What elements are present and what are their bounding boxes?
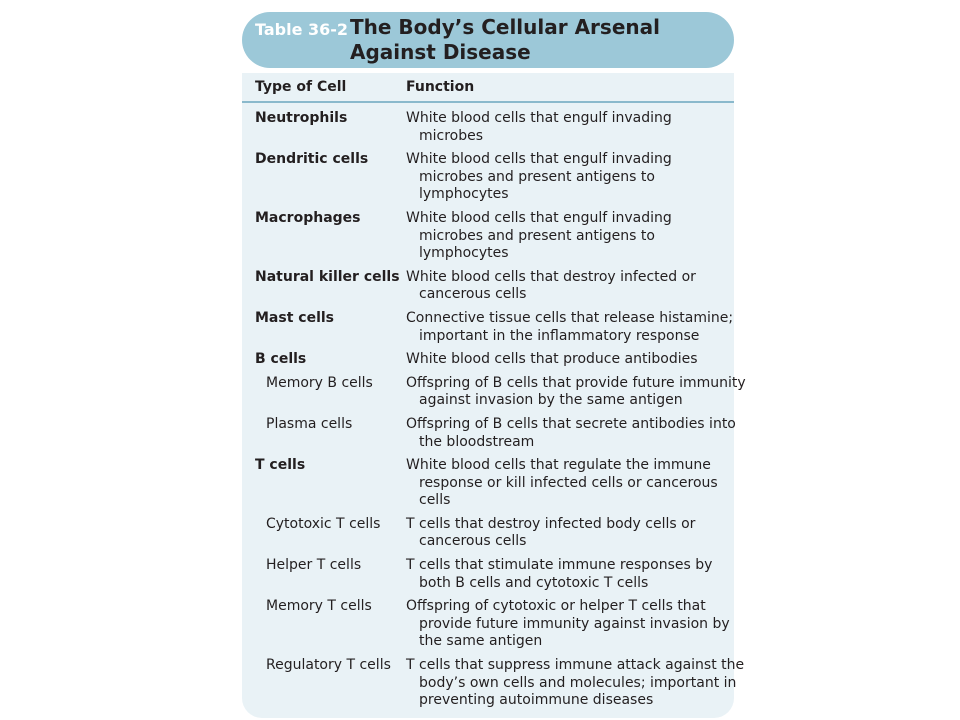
cell-function-line: T cells that stimulate immune responses by bbox=[406, 557, 713, 574]
cell-function-line: White blood cells that engulf invading bbox=[406, 151, 672, 168]
cell-function bbox=[406, 374, 746, 410]
column-header-function: Function bbox=[406, 79, 475, 95]
cell-function-line: preventing autoimmune diseases bbox=[419, 692, 654, 709]
table-row bbox=[242, 457, 734, 510]
cell-function bbox=[406, 415, 736, 451]
cell-function-line: White blood cells that produce antibodies bbox=[406, 351, 698, 368]
table-row bbox=[242, 657, 745, 710]
title-band bbox=[242, 12, 734, 68]
cell-function-line: both B cells and cytotoxic T cells bbox=[419, 574, 649, 591]
column-header-row bbox=[242, 73, 734, 103]
cell-function-line: the same antigen bbox=[419, 633, 543, 650]
cell-function-line: White blood cells that destroy infected or bbox=[406, 268, 696, 285]
cell-function-line: cancerous cells bbox=[419, 286, 527, 303]
cell-type-of-cell: Macrophages bbox=[255, 209, 361, 226]
cell-function-line: Offspring of B cells that secrete antibodies into bbox=[406, 415, 736, 432]
cell-function bbox=[406, 110, 729, 145]
table-row bbox=[242, 110, 734, 145]
cell-function bbox=[406, 268, 729, 304]
cell-type-of-cell: T cells bbox=[255, 457, 306, 474]
cell-function-line: provide future immunity against invasion by bbox=[419, 615, 730, 632]
table-card bbox=[242, 12, 746, 718]
cell-function-line: microbes bbox=[419, 127, 484, 144]
cell-type-of-cell: Regulatory T cells bbox=[266, 657, 391, 674]
table-row bbox=[242, 374, 746, 410]
cell-function bbox=[406, 598, 730, 651]
cell-function bbox=[406, 309, 734, 345]
table-row bbox=[242, 557, 734, 592]
table-row bbox=[242, 269, 734, 304]
cell-type-of-cell: Mast cells bbox=[255, 309, 335, 326]
cell-function-line: body’s own cells and molecules; important in bbox=[419, 674, 737, 691]
table-row bbox=[242, 416, 734, 451]
cell-function-line: microbes and present antigens to bbox=[419, 227, 655, 244]
cell-function-line: White blood cells that engulf invading bbox=[406, 110, 672, 126]
cell-function-line: microbes and present antigens to bbox=[419, 168, 655, 185]
cell-function bbox=[406, 151, 729, 204]
table-row bbox=[242, 598, 734, 651]
cell-function-line: cancerous cells bbox=[419, 533, 527, 550]
cell-type-of-cell: Helper T cells bbox=[266, 557, 362, 574]
cell-function-line: the bloodstream bbox=[419, 433, 535, 450]
cell-function-line: T cells that suppress immune attack against the bbox=[406, 657, 745, 674]
cell-type-of-cell: B cells bbox=[255, 351, 307, 368]
table-row bbox=[242, 516, 734, 551]
cell-function-line: Offspring of B cells that provide future immunity bbox=[406, 374, 746, 391]
cell-function-line: Offspring of cytotoxic or helper T cells that bbox=[406, 598, 706, 615]
table-title-line: Against Disease bbox=[350, 40, 531, 64]
cell-function-line: T cells that destroy infected body cells or bbox=[406, 515, 696, 532]
table-row bbox=[242, 210, 734, 263]
cell-function-line: response or kill infected cells or cancerous bbox=[419, 474, 718, 491]
table-label: Table 36-2 bbox=[255, 20, 349, 39]
cell-function-line: cells bbox=[419, 492, 451, 509]
cell-type-of-cell: Dendritic cells bbox=[255, 151, 369, 168]
cell-function-line: White blood cells that engulf invading bbox=[406, 209, 672, 226]
cell-function bbox=[406, 457, 729, 510]
cell-function-line: White blood cells that regulate the immune bbox=[406, 457, 711, 474]
cell-function-line: lymphocytes bbox=[419, 245, 509, 262]
table-rows bbox=[242, 110, 746, 716]
cell-type-of-cell: Cytotoxic T cells bbox=[266, 515, 381, 532]
cell-type-of-cell: Natural killer cells bbox=[255, 268, 400, 285]
table-row bbox=[242, 351, 734, 369]
cell-function-line: Connective tissue cells that release histamine; bbox=[406, 309, 734, 326]
cell-function bbox=[406, 351, 729, 369]
column-header-type: Type of Cell bbox=[255, 79, 347, 95]
cell-function bbox=[406, 557, 729, 592]
table-row bbox=[242, 151, 734, 204]
cell-function-line: important in the inflammatory response bbox=[419, 327, 700, 344]
cell-type-of-cell: Memory B cells bbox=[266, 374, 373, 391]
table-title bbox=[350, 15, 660, 65]
cell-function bbox=[406, 515, 729, 551]
table-row bbox=[242, 310, 734, 345]
cell-type-of-cell: Memory T cells bbox=[266, 598, 372, 615]
cell-function bbox=[406, 209, 729, 263]
table-title-line: The Body’s Cellular Arsenal bbox=[350, 15, 660, 39]
cell-function-line: against invasion by the same antigen bbox=[419, 392, 683, 409]
cell-function-line: lymphocytes bbox=[419, 186, 509, 203]
cell-function bbox=[406, 657, 745, 710]
cell-type-of-cell: Plasma cells bbox=[266, 415, 353, 432]
table-body bbox=[242, 73, 746, 718]
cell-type-of-cell: Neutrophils bbox=[255, 110, 348, 126]
